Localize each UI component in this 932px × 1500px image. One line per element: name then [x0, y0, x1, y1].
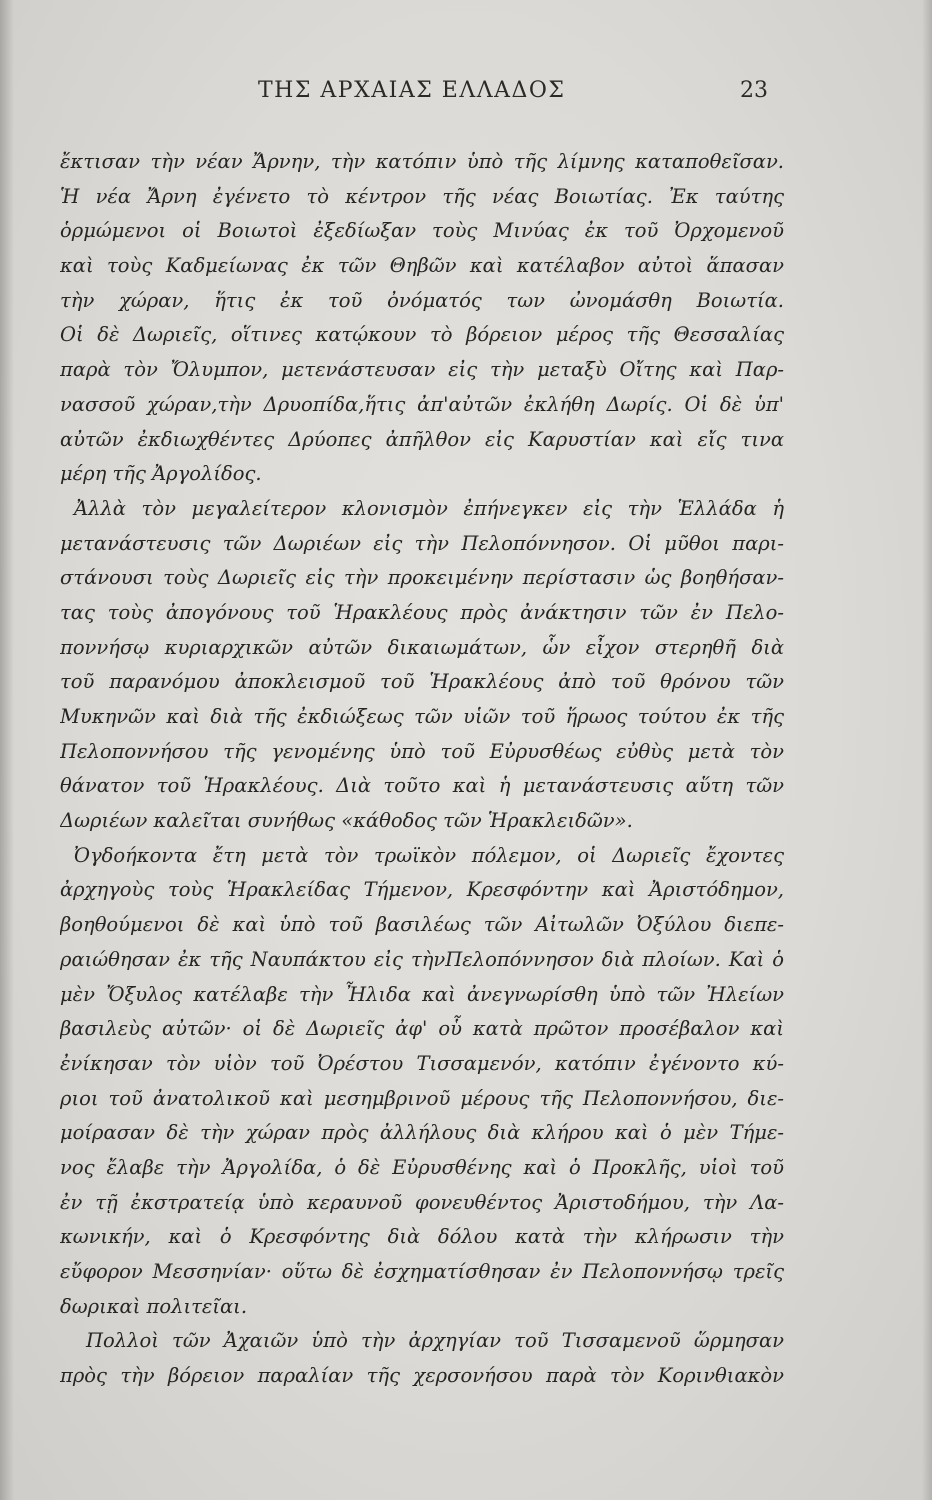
page-number: 23 [740, 78, 768, 103]
text-line: ἔκτισαν τὴν νέαν Ἄρνην, τὴν κατόπιν ὑπὸ τῆς λίμνης καταποθεῖσαν. [60, 150, 784, 173]
page-edge-shadow-right [922, 0, 932, 1500]
text-line: Ἡ νέα Ἄρνη ἐγένετο τὸ κέντρον τῆς νέας Βοιωτίας. Ἐκ ταύτης [60, 184, 784, 208]
text-line: τοῦ παρανόμου ἀποκλεισμοῦ τοῦ Ἡρακλέους ἀπὸ τοῦ θρόνου τῶν [60, 670, 784, 694]
text-line: μετανάστευσις τῶν Δωριέων εἰς τὴν Πελοπόννησον. Οἱ μῦθοι παρι- [60, 531, 784, 555]
page-edge-shadow-left [0, 0, 14, 1500]
text-line: τας τοὺς ἀπογόνους τοῦ Ἡρακλέους πρὸς ἀνάκτησιν τῶν ἐν Πελο- [60, 600, 784, 624]
text-line: μὲν Ὄξυλος κατέλαβε τὴν Ἦλιδα καὶ ἀνεγνωρίσθη ὑπὸ τῶν Ἠλείων [60, 982, 784, 1006]
text-line: πρὸς τὴν βόρειον παραλίαν τῆς χερσονήσου παρὰ τὸν Κορινθιακὸν [60, 1364, 784, 1388]
text-line: ποννήσῳ κυριαρχικῶν αὐτῶν δικαιωμάτων, ὧν εἶχον στερηθῆ διὰ [60, 635, 784, 659]
text-line: δωρικαὶ πολιτεῖαι. [60, 1294, 248, 1318]
text-line: Πολλοὶ τῶν Ἀχαιῶν ὑπὸ τὴν ἀρχηγίαν τοῦ Τισσαμενοῦ ὥρμησαν [86, 1329, 784, 1353]
text-line: καὶ τοὺς Καδμείωνας ἐκ τῶν Θηβῶν καὶ κατέλαβον αὐτοὶ ἅπασαν [60, 254, 784, 278]
text-line: ἀρχηγοὺς τοὺς Ἡρακλείδας Τήμενον, Κρεσφόντην καὶ Ἀριστόδημον, [60, 878, 784, 902]
text-line: μοίρασαν δὲ τὴν χώραν πρὸς ἀλλήλους διὰ κλήρου καὶ ὁ μὲν Τήμε- [60, 1121, 784, 1145]
text-line: τὴν χώραν, ἥτις ἐκ τοῦ ὀνόματός των ὠνομάσθη Βοιωτία. [60, 288, 784, 312]
text-line: ὁρμώμενοι οἱ Βοιωτοὶ ἐξεδίωξαν τοὺς Μινύας ἐκ τοῦ Ὀρχομενοῦ [60, 219, 784, 243]
text-line: ριοι τοῦ ἀνατολικοῦ καὶ μεσημβρινοῦ μέρους τῆς Πελοποννήσου, διε- [60, 1086, 784, 1110]
text-line: ραιώθησαν ἐκ τῆς Ναυπάκτου εἰς τὴνΠελοπόννησον διὰ πλοίων. Καὶ ὁ [60, 947, 784, 971]
text-line: βασιλεὺς αὐτῶν· οἱ δὲ Δωριεῖς ἀφ' οὗ κατὰ πρῶτον προσέβαλον καὶ [60, 1017, 784, 1041]
text-line: Πελοποννήσου τῆς γενομένης ὑπὸ τοῦ Εὐρυσθέως εὐθὺς μετὰ τὸν [60, 739, 784, 763]
text-line: αὐτῶν ἐκδιωχθέντες Δρύοπες ἀπῆλθον εἰς Καρυστίαν καὶ εἴς τινα [60, 427, 784, 451]
text-line: βοηθούμενοι δὲ καὶ ὑπὸ τοῦ βασιλέως τῶν Αἰτωλῶν Ὀξύλου διεπε- [60, 913, 784, 937]
text-line: θάνατον τοῦ Ἡρακλέους. Διὰ τοῦτο καὶ ἡ μετανάστευσις αὕτη τῶν [60, 774, 784, 798]
text-line: ἐνίκησαν τὸν υἱὸν τοῦ Ὀρέστου Τισσαμενόν, κατόπιν ἐγένοντο κύ- [60, 1051, 784, 1075]
text-line: στάνουσι τοὺς Δωριεῖς εἰς τὴν προκειμένην περίστασιν ὡς βοηθήσαν- [60, 566, 784, 590]
text-line: κωνικήν, καὶ ὁ Κρεσφόντης διὰ δόλου κατὰ τὴν κλήρωσιν τὴν [60, 1225, 784, 1249]
running-header [0, 78, 932, 114]
text-line: Οἱ δὲ Δωριεῖς, οἵτινες κατῴκουν τὸ βόρειον μέρος τῆς Θεσσαλίας [60, 323, 784, 347]
text-line: Ἀλλὰ τὸν μεγαλείτερον κλονισμὸν ἐπήνεγκεν εἰς τὴν Ἑλλάδα ἡ [74, 496, 784, 520]
text-line: παρὰ τὸν Ὄλυμπον, μετενάστευσαν εἰς τὴν μεταξὺ Οἴτης καὶ Παρ- [60, 358, 784, 382]
running-title: ΤΗΣ ΑΡΧΑΙΑΣ ΕΛΛΑΔΟΣ [258, 78, 566, 103]
text-line: Μυκηνῶν καὶ διὰ τῆς ἐκδιώξεως τῶν υἱῶν τοῦ ἥρωος τούτου ἐκ τῆς [60, 705, 784, 728]
text-line: ἐν τῇ ἐκστρατείᾳ ὑπὸ κεραυνοῦ φονευθέντος Ἀριστοδήμου, τὴν Λα- [60, 1190, 784, 1214]
text-line: νος ἔλαβε τὴν Ἀργολίδα, ὁ δὲ Εὐρυσθένης καὶ ὁ Προκλῆς, υἱοὶ τοῦ [60, 1155, 784, 1179]
text-line: μέρη τῆς Ἀργολίδος. [60, 462, 262, 486]
text-line: Ὀγδοήκοντα ἔτη μετὰ τὸν τρωϊκὸν πόλεμον, οἱ Δωριεῖς ἔχοντες [74, 843, 784, 867]
text-line: Δωριέων καλεῖται συνήθως «κάθοδος τῶν Ἡρακλειδῶν». [60, 809, 633, 833]
body-text [60, 147, 784, 1396]
text-line: νασσοῦ χώραν,τὴν Δρυοπίδα,ἥτις ἀπ'αὐτῶν ἐκλήθη Δωρίς. Οἱ δὲ ὑπ' [60, 392, 784, 416]
text-line: εὔφορον Μεσσηνίαν· οὕτω δὲ ἐσχηματίσθησαν ἐν Πελοποννήσῳ τρεῖς [60, 1260, 784, 1283]
